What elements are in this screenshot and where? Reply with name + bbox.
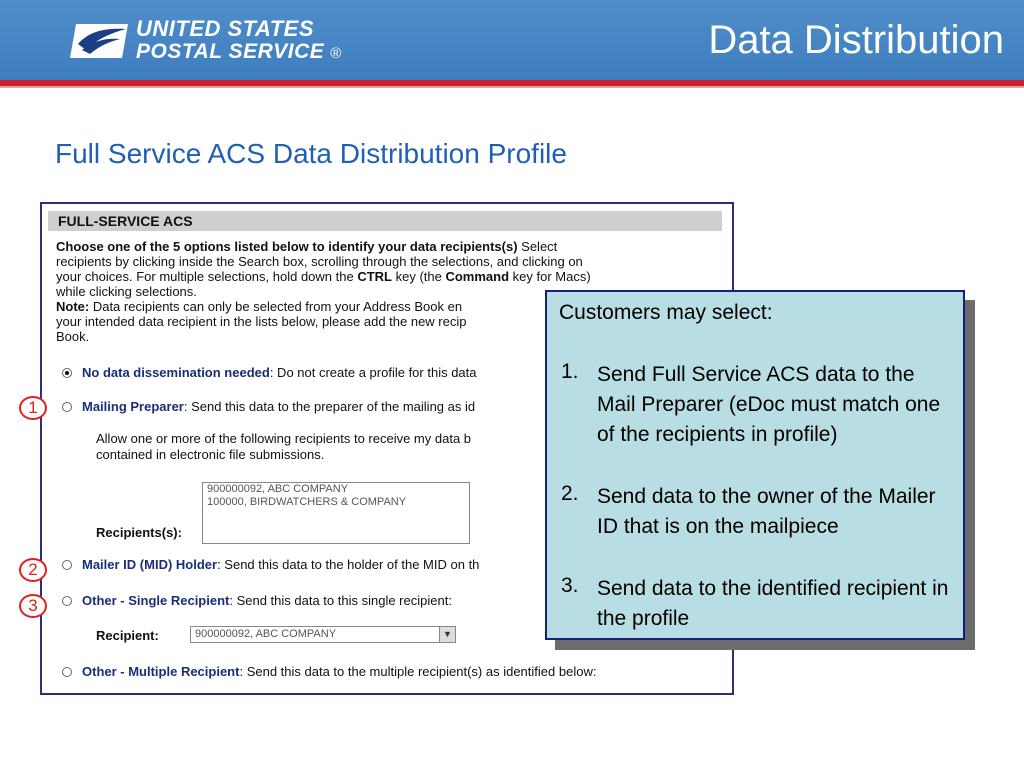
recipients-listbox[interactable] (202, 482, 470, 544)
callout-item-text: Send Full Service ACS data to the Mail Preparer (eDoc must match one of the recipients in profile) (597, 363, 941, 446)
option-no-dissemination (82, 365, 477, 380)
callout-item-text: Send data to the owner of the Mailer ID that is on the mailpiece (597, 485, 936, 538)
intro-line-1 (56, 239, 557, 255)
logo-text-united-states: UNITED STATES (136, 16, 315, 41)
callout-item-text: Send data to the identified recipient in the profile (597, 577, 949, 630)
option-desc: : Send this data to this single recipient: (229, 593, 452, 608)
intro-text-a: your choices. For multiple selections, hold down the (56, 269, 358, 284)
recipient-label: Recipient: (96, 628, 159, 643)
intro-rest: Select (517, 239, 558, 254)
intro-line-4: while clicking selections. (56, 284, 197, 299)
listbox-option[interactable]: 100000, BIRDWATCHERS & COMPANY (207, 496, 407, 508)
recipient-select-value: 900000092, ABC COMPANY (195, 628, 337, 640)
eagle-logo-icon (68, 20, 130, 60)
radio-single-recipient[interactable] (62, 596, 72, 606)
slide-title: Data Distribution (708, 18, 1004, 62)
registered-mark: ® (330, 45, 342, 62)
note-line-2: your intended data recipient in the lists below, please add the new recip (56, 314, 467, 329)
command-key-text: Command (445, 269, 510, 284)
option-desc: : Send this data to the holder of the MID on th (217, 557, 480, 572)
option-mailing-preparer (82, 399, 475, 414)
allow-line-1: Allow one or more of the following recipients to receive my data b (96, 431, 472, 446)
option-label: Mailing Preparer (82, 399, 184, 414)
note-line-1 (56, 299, 462, 315)
radio-mid-holder[interactable] (62, 560, 72, 570)
note-line-3: Book. (56, 329, 90, 344)
note-text-1: Data recipients can only be selected from your Address Book en (89, 299, 463, 314)
marker-3: 3 (19, 594, 47, 618)
intro-line-2: recipients by clicking inside the Search box, scrolling through the selections, and clicking on (56, 254, 583, 269)
radio-mailing-preparer[interactable] (62, 402, 72, 412)
logo-text-postal-service (136, 40, 342, 64)
panel-heading-bar (48, 211, 722, 231)
radio-multiple-recipient[interactable] (62, 667, 72, 677)
listbox-option[interactable]: 900000092, ABC COMPANY (207, 483, 349, 495)
option-desc: : Send this data to the preparer of the mailing as id (183, 399, 476, 414)
header-pink-rule (0, 86, 1024, 88)
option-mid-holder (82, 557, 479, 572)
option-multiple-recipient (82, 664, 596, 679)
marker-2: 2 (19, 558, 47, 582)
logo-postal-service: POSTAL SERVICE (136, 40, 325, 63)
note-label: Note: (56, 299, 90, 314)
intro-bold: Choose one of the 5 options listed below to identify your data recipients(s) (56, 239, 518, 254)
recipients-label: Recipients(s): (96, 525, 182, 540)
recipient-select[interactable] (190, 626, 456, 643)
allow-line-2: contained in electronic file submissions. (96, 447, 325, 462)
option-label: Other - Single Recipient (82, 593, 230, 608)
chevron-down-icon[interactable]: ▼ (439, 627, 455, 642)
callout-item-number: 1. (561, 360, 579, 383)
option-desc: : Send this data to the multiple recipient(s) as identified below: (239, 664, 597, 679)
intro-line-3 (56, 269, 591, 285)
option-label: No data dissemination needed (82, 365, 270, 380)
option-label: Mailer ID (MID) Holder (82, 557, 218, 572)
intro-text-c: key for Macs) (509, 269, 591, 284)
callout-box (545, 290, 965, 640)
option-label: Other - Multiple Recipient (82, 664, 240, 679)
intro-text-b: key (the (392, 269, 446, 284)
usps-logo (68, 14, 342, 68)
ctrl-key-text: CTRL (357, 269, 392, 284)
slide-subtitle: Full Service ACS Data Distribution Profile (55, 138, 567, 169)
option-desc: : Do not create a profile for this data (269, 365, 477, 380)
panel-heading: FULL-SERVICE ACS (58, 213, 193, 229)
callout-heading: Customers may select: (559, 301, 773, 324)
option-single-recipient (82, 593, 452, 608)
callout-item-number: 3. (561, 574, 579, 597)
marker-1: 1 (19, 396, 47, 420)
radio-no-dissemination[interactable] (62, 368, 72, 378)
callout-item-number: 2. (561, 482, 579, 505)
